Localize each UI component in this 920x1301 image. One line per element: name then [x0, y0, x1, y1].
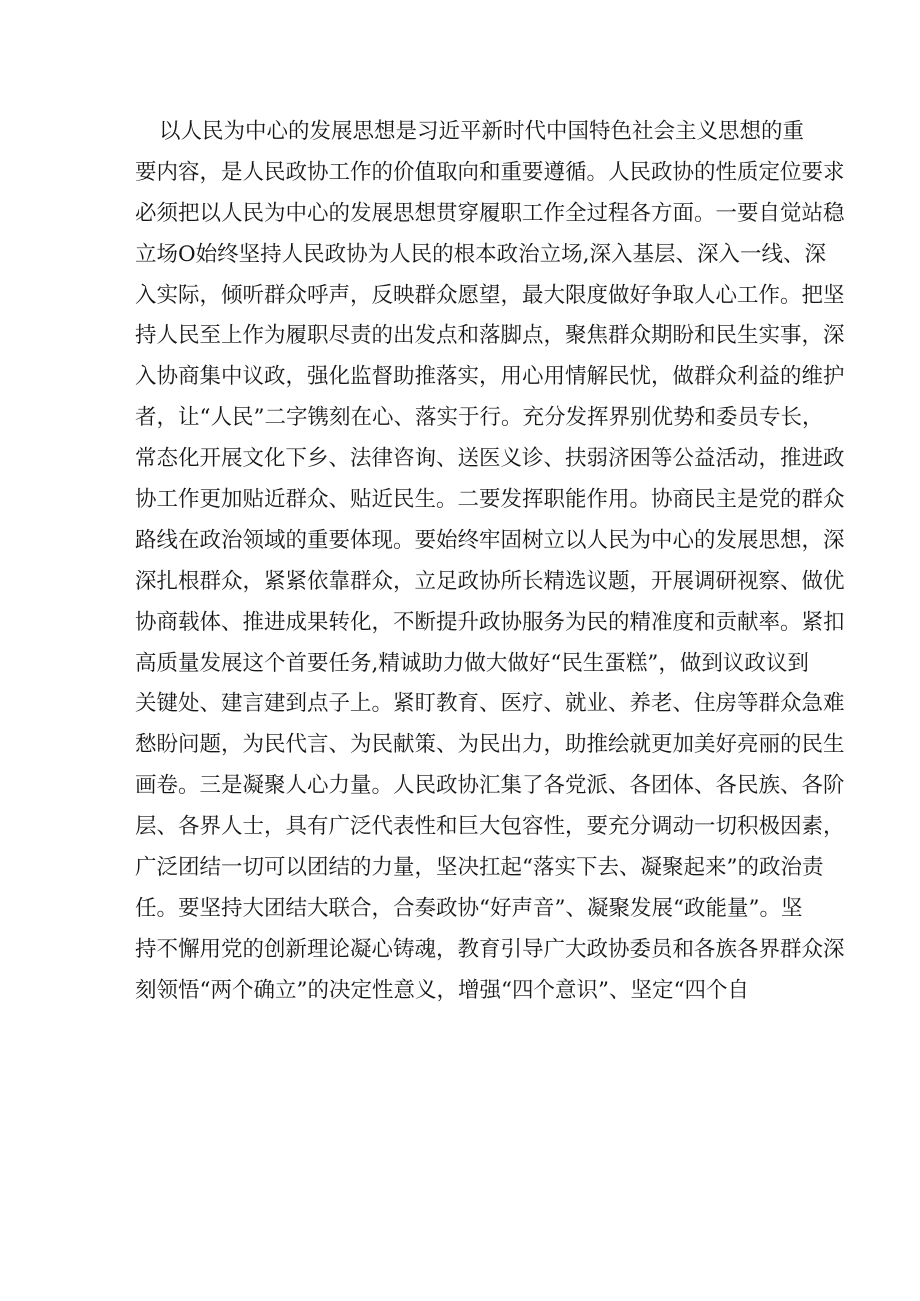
- text-line: 愁盼问题，为民代言、为民献策、为民出力，助推绘就更加美好亮丽的民生: [135, 732, 845, 758]
- text-line: 广泛团结一切可以团结的力量，坚决扛起“落实下去、凝聚起来”的政治责: [135, 855, 824, 881]
- text-line: 入实际，倾听群众呼声，反映群众愿望，最大限度做好争取人心工作。把坚: [135, 282, 845, 308]
- text-line: 必须把以人民为中心的发展思想贯穿履职工作全过程各方面。一要自觉站稳: [135, 200, 845, 226]
- text-line: 常态化开展文化下乡、法律咨询、送医义诊、扶弱济困等公益活动，推进政: [135, 446, 845, 472]
- text-line: 者，让“人民”二字镌刻在心、落实于行。充分发挥界别优势和委员专长，: [135, 405, 824, 431]
- body-paragraph: [135, 112, 845, 1012]
- text-line: 要内容，是人民政协工作的价值取向和重要遵循。人民政协的性质定位要求: [135, 159, 845, 185]
- text-line: 刻领悟“两个确立”的决定性意义，增强“四个意识”、坚定“四个自: [135, 977, 749, 1003]
- text-line: 画卷。三是凝聚人心力量。人民政协汇集了各党派、各团体、各民族、各阶: [135, 773, 845, 799]
- text-line: 层、各界人士，具有广泛代表性和巨大包容性，要充分调动一切积极因素，: [135, 814, 845, 840]
- text-line: 协工作更加贴近群众、贴近民生。二要发挥职能作用。协商民主是党的群众: [135, 487, 845, 513]
- text-line: 持人民至上作为履职尽责的出发点和落脚点，聚焦群众期盼和民生实事，深: [135, 323, 845, 349]
- text-line: 立场O始终坚持人民政协为人民的根本政治立场,深入基层、深入一线、深: [135, 241, 826, 267]
- text-line: 入协商集中议政，强化监督助推落实，用心用情解民忧，做群众利益的维护: [135, 364, 845, 390]
- text-line: 以人民为中心的发展思想是习近平新时代中国特色社会主义思想的重: [159, 119, 805, 144]
- text-line: 深扎根群众，紧紧依靠群众，立足政协所长精选议题，开展调研视察、做优: [135, 568, 845, 594]
- text-line: 协商载体、推进成果转化，不断提升政协服务为民的精准度和贡献率。紧扣: [135, 609, 845, 635]
- text-line: 路线在政治领域的重要体现。要始终牢固树立以人民为中心的发展思想，深: [135, 527, 845, 553]
- text-line: 高质量发展这个首要任务,精诚助力做大做好“民生蛋糕”，做到议政议到: [135, 650, 809, 676]
- text-line: 持不懈用党的创新理论凝心铸魂，教育引导广大政协委员和各族各界群众深: [135, 936, 845, 962]
- text-line: 任。要坚持大团结大联合，合奏政协“好声音”、凝聚发展“政能量”。坚: [135, 895, 803, 921]
- text-line: 关键处、建言建到点子上。紧盯教育、医疗、就业、养老、住房等群众急难: [135, 691, 845, 717]
